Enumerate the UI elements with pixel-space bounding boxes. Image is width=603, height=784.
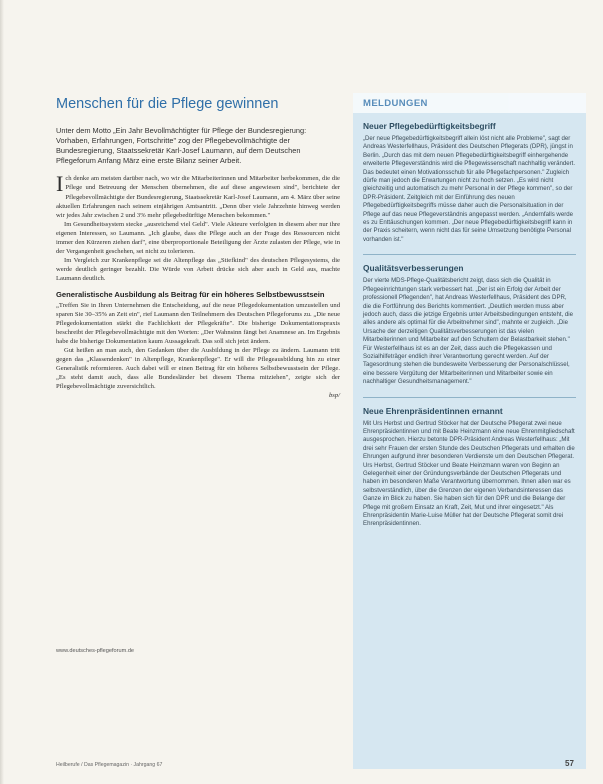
section-divider bbox=[363, 397, 576, 398]
article-subheading: Generalistische Ausbildung als Beitrag für ein höheres Selbstbewusstsein bbox=[56, 289, 325, 299]
news-item-ehrenpraesidentinnen bbox=[353, 406, 586, 529]
news-item-title: Qualitätsverbesserungen bbox=[363, 263, 464, 274]
article-paragraph: Im Vergleich zur Krankenpflege sei die Altenpflege das „Stiefkind" des deutschen Pflegesystems, die werde deutlich geringer bezahlt. Die Würde von Arbeit drücke sich aber auch in Geld aus, machte Laumann deutlich. bbox=[56, 257, 340, 283]
footer-publication: Heilberufe / Das Pflegemagazin · Jahrgang 67 bbox=[56, 762, 163, 768]
article-intro: Unter dem Motto „Ein Jahr Bevollmächtigter für Pflege der Bundesregierung: Vorhaben, Erfahrungen, Fortschritte" zog der Pflegebevollmächtigte der Bundesregierung, Staatssekretär Karl-Josef Laumann, auf dem Deutschen Pflegeforum Anfang März eine erste Bilanz seiner Arbeit. bbox=[56, 126, 307, 166]
article-paragraph: „Treffen Sie in Ihren Unternehmen die Entscheidung, auf die neue Pflegedokumentation umzustellen und sparen Sie 30–35% an Zeit ein", rief Laumann den Teilnehmern des Deutschen Pflegeforums zu. „Die neue Pflegedokumentation stärkt die Fachlichkeit der Pflegekräfte". Die bisherige Dokumentationspraxis beschreibt der Pflegebevollmächtigte mit den Worten: „Der Wahnsinn fängt bei Anamnese an. Im Ergebnis habe die bisherige Dokumentation kaum Aussagekraft. Das soll sich jetzt ändern. bbox=[56, 301, 340, 345]
author-signature: bsp/ bbox=[329, 392, 340, 400]
drop-cap: I bbox=[56, 171, 64, 197]
article-title: Menschen für die Pflege gewinnen bbox=[56, 96, 279, 112]
news-item-text: „Der neue Pflegebedürftigkeitsbegriff allein löst nicht alle Probleme", sagt der Andreas Westerfellhaus, Präsident des Deutschen Pflegerats (DPR), jüngst in Berlin. „Durch das mit dem neuen Pflegebedürftigkeitsbegriff einhergehende erweiterte Pflegeverständnis wird die Pflegewissenschaft nachhaltig verändert. Das bedeutet einen Motivationsschub für alle Pflegefachpersonen." Zugleich dürfe man jedoch die Erwartungen nicht zu hoch setzen. „Es wird nicht gleichzeitig und automatisch zu mehr Personal in der Pflege kommen", so der DPR-Präsident. Zeitgleich mit der Einführung des neuen Pflegebedürftigkeitsbegriffs müsse daher auch die Personalsituation in der Pflege auf das neue Pflegeverständnis angepasst werden. „Andernfalls werde es zu Enttäuschungen kommen. „Der neue Pflegebedürftigkeitsbegriff kann in der Praxis scheitern, wenn nicht das für seine Umsetzung benötigte Personal vorhanden ist." bbox=[363, 135, 576, 243]
article-paragraph-text: ch denke am meisten darüber nach, wo wir die Mitarbeiterinnen und Mitarbeiter herbekommen, die die Pflege und Betreuung der Menschen übernehmen, die auf diese angewiesen sind", berichtete der Pflegebevollmächtigte der Bundesregierung, Staatssekretär Karl-Josef Laumann, am 4. März über seine aktuellen Erfahrungen nach seinem einjährigen Amtsantritt. „Denn über viele Jahrzehnte hinweg werden wir jedes Jahr zwischen 2 und 3% mehr pflegebedürftige Menschen bekommen." bbox=[56, 175, 340, 219]
page-number: 57 bbox=[565, 759, 574, 768]
sidebar-header-label: MELDUNGEN bbox=[363, 97, 428, 109]
news-item-title: Neue Ehrenpräsidentinnen ernannt bbox=[363, 405, 503, 416]
article-paragraph: Im Gesundheitssystem stecke „ausreichend viel Geld". Viele Akteure verfolgten in diesem aber nur ihre eigenen Interessen, so Laumann. „Ich glaube, dass die Pflege auch an der Frage des Ressourcen nicht immer den Kürzeren ziehen darf", eine überproportionale Beteiligung der Ärzte zulasten der Pflege, wie in der Vergangenheit geschehen, sei nicht zu tolerieren. bbox=[56, 220, 340, 256]
section-divider bbox=[363, 254, 576, 255]
news-item-title: Neuer Pflegebedürftigkeitsbegriff bbox=[363, 121, 496, 131]
news-item-pflegebeduerftigkeit bbox=[353, 121, 586, 244]
sidebar-header bbox=[353, 93, 586, 113]
source-link[interactable]: www.deutsches-pflegeforum.de bbox=[56, 648, 135, 654]
news-item-text: Mit Urs Herbst und Gertrud Stöcker hat der Deutsche Pflegerat zwei neue Ehrenpräsidentinnen und mit Beate Heinzmann eine neue Ehrenmitgliedschaft ausgesprochen. Hierzu betonte DPR-Präsident Andreas Westerfellhaus: „Mit drei sehr Frauen der ersten Stunde des Deutschen Pflegerats und erhalten die Ehrungen aufgrund ihrer besonderen Verdienste um den Deutschen Pflegerat. Urs Herbst, Gertrud Stöcker und Beate Heinzmann waren von Beginn an Gelegenheit einer der Gründungsverbände der Deutschen Pflegerats und haben im besonderen Maße Verantwortung übernommen. Ihnen allen war es selbstverständlich, über die Grenzen der eigenen Verbandsinteressen das Ganze im Blick zu haben. Sie haben sich für den DPR und die Belange der Pflege mit großem Einsatz an Kraft, Zeit, Mut und ihrer eingesetzt." Als Ehrenpräsidentin Marie-Luise Müller hat der Deutsche Pflegerat somit drei Ehrenpräsidentinnen. bbox=[363, 419, 575, 528]
page-edge bbox=[0, 0, 4, 784]
news-item-text: Der vierte MDS-Pflege-Qualitätsbericht zeigt, dass sich die Qualität in Pflegeeinrichtungen stark verbessert hat. „Der ist ein Erfolg der Arbeit der professionell Pflegenden", hat Andreas Westerfellhaus, Präsident des DPR, die die Fortführung des Berichts kommentiert. „Deutlich werden muss aber jedoch auch, dass die jetzige Ergebnis unter Arbeitsbedingungen entsteht, die alles andere als optimal für die Arbeitnehmer sind", mahnte er zugleich. „Die Ursache der derzeitigen Qualitätsverbesserungen ist das vielen Mitarbeiterinnen und Mitarbeiter auf den Schultern der Belastbarkeit stehen." Für Westerfellhaus ist es an der Zeit, dass auch die Pflegekassen und Sozialhilfeträger endlich ihrer Verantwortung gerecht werden. Auf der Tagesordnung stehen die bundesweite Verbesserung der Personalschlüssel, eine bessere Vergütung der Mitarbeiterinnen und Mitarbeiter sowie ein nachhaltiger Gesundheitsmanagement." bbox=[363, 277, 574, 386]
news-item-qualitaet bbox=[353, 263, 586, 386]
article-body bbox=[56, 126, 340, 401]
news-sidebar bbox=[353, 93, 586, 769]
article-paragraph: Gut heißen an man auch, den Gedanken über die Ausbildung in der Pflege zu ändern. Laumann tritt gegen das „Klassendenken" in Altenpflege, Krankenpflege". Er will die Pflegeausbildung hin zu einer Generalistik reformieren. Auch dabei will er einen Beitrag für ein höheres Selbstbewusstsein der Pflege. „Es steht damit auch, dass alle Bundesländer bei diesem Thema mitziehen", zeigte sich der Pflegebevollmächtigte zuversichtlich. bbox=[56, 346, 340, 391]
article-paragraph bbox=[56, 171, 340, 219]
